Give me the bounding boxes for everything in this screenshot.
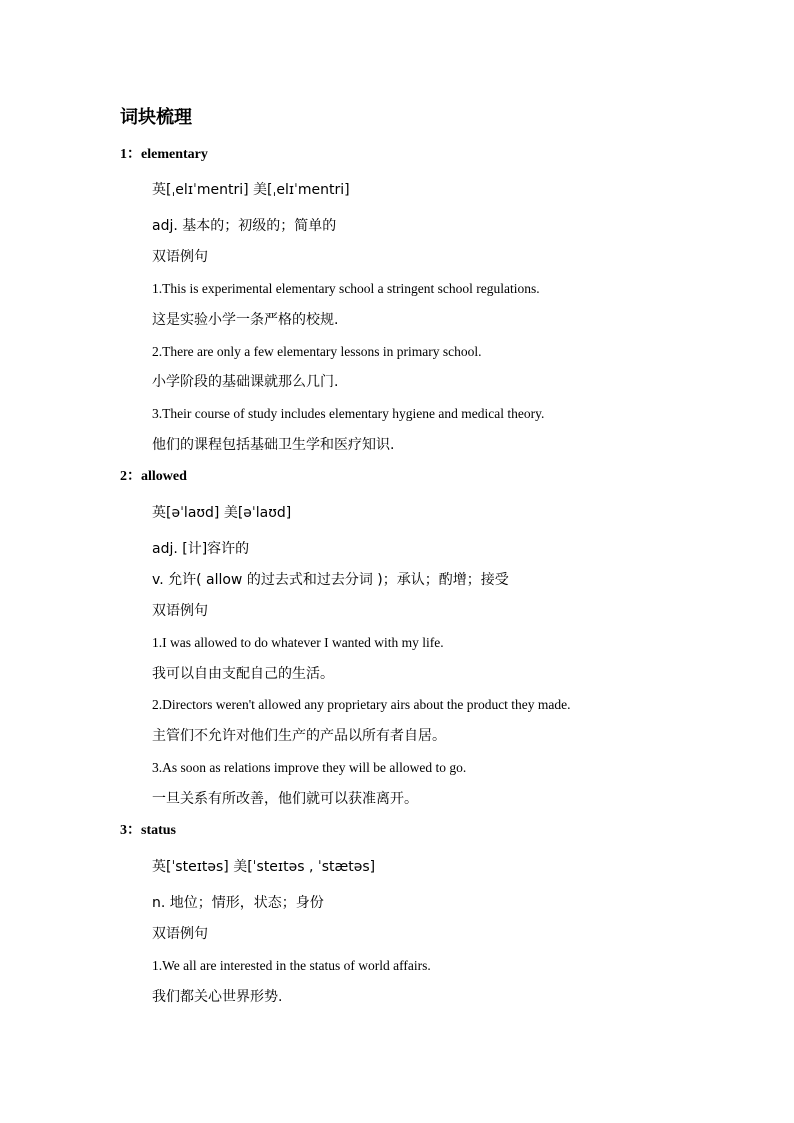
examples-label: 双语例句 — [152, 249, 208, 265]
example-en: 1.This is experimental elementary school a stringent school regulations. — [152, 281, 540, 296]
examples-label: 双语例句 — [152, 603, 208, 619]
example-zh: 我可以自由支配自己的生活。 — [152, 666, 334, 682]
entry-definition: adj. [计]容许的 — [152, 541, 250, 557]
entry-definition: adj. 基本的；初级的；简单的 — [152, 218, 337, 234]
entry-pronunciation: 英[ˈsteɪtəs] 美[ˈsteɪtəs , ˈstætəs] — [152, 859, 376, 875]
example-zh: 主管们不允许对他们生产的产品以所有者自居。 — [152, 728, 446, 744]
example-zh: 一旦关系有所改善，他们就可以获准离开。 — [152, 791, 418, 807]
example-en: 2.There are only a few elementary lessons in primary school. — [152, 344, 482, 359]
example-zh: 我们都关心世界形势. — [152, 989, 283, 1005]
example-en: 1.We all are interested in the status of world affairs. — [152, 958, 431, 973]
entry-definition: n. 地位；情形，状态；身份 — [152, 895, 324, 911]
example-zh: 他们的课程包括基础卫生学和医疗知识. — [152, 437, 395, 453]
entry-heading-status: 3：status — [120, 823, 177, 838]
entry-definition: v. 允许( allow 的过去式和过去分词 )；承认；酌增；接受 — [152, 572, 509, 588]
entry-pronunciation: 英[ˌelɪˈmentri] 美[ˌelɪˈmentri] — [152, 182, 350, 198]
examples-label: 双语例句 — [152, 926, 208, 942]
example-en: 2.Directors weren't allowed any proprietary airs about the product they made. — [152, 697, 571, 712]
page-title: 词块梳理 — [120, 107, 192, 128]
example-en: 3.As soon as relations improve they will be allowed to go. — [152, 760, 467, 775]
example-zh: 这是实验小学一条严格的校规. — [152, 312, 339, 328]
example-zh: 小学阶段的基础课就那么几门. — [152, 374, 339, 390]
entry-heading-allowed: 2：allowed — [120, 469, 187, 484]
example-en: 1.I was allowed to do whatever I wanted with my life. — [152, 635, 444, 650]
entry-pronunciation: 英[əˈlaʊd] 美[əˈlaʊd] — [152, 505, 292, 521]
example-en: 3.Their course of study includes elementary hygiene and medical theory. — [152, 406, 545, 421]
entry-heading-elementary: 1：elementary — [120, 147, 208, 162]
